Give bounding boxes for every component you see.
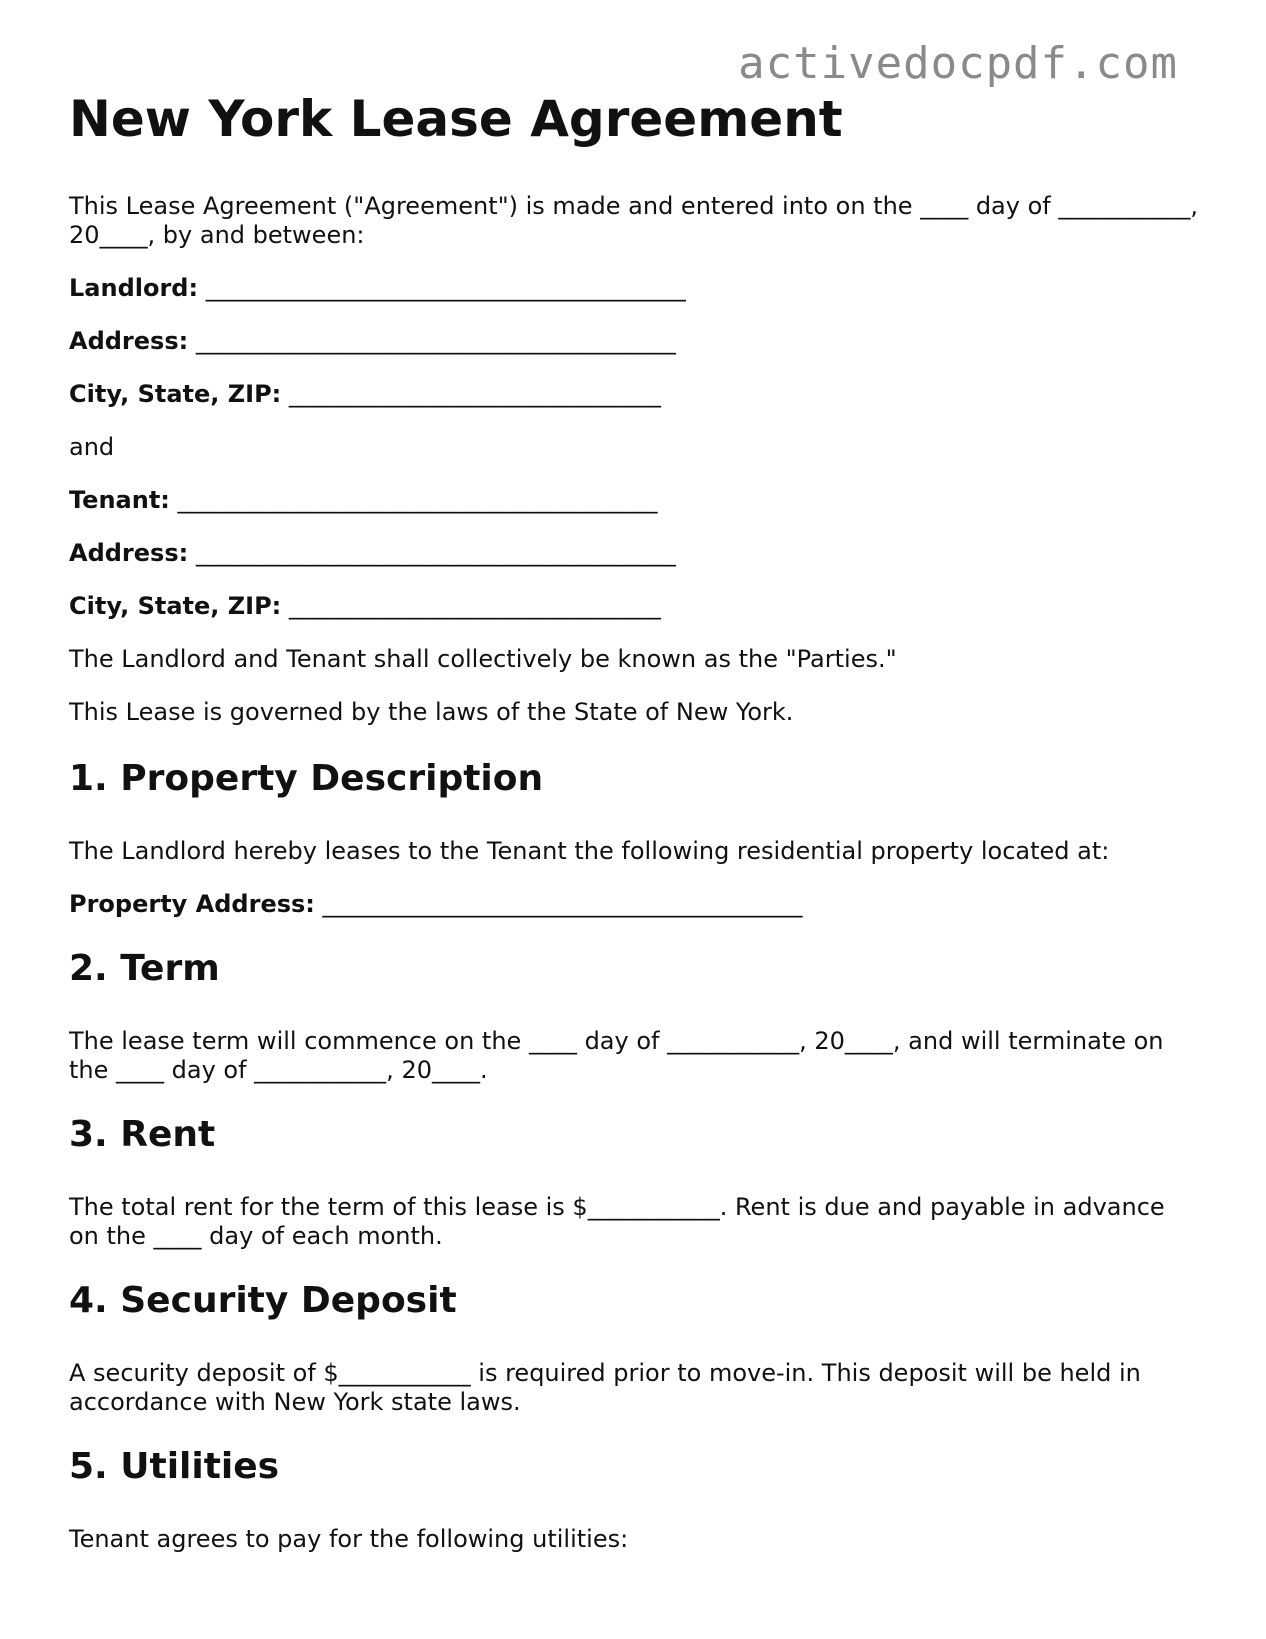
section-property-text: The Landlord hereby leases to the Tenant the following residential property located at: <box>69 837 1110 865</box>
landlord-city-field[interactable] <box>69 380 1199 409</box>
and-text: and <box>69 433 115 461</box>
landlord-name-label: Landlord: <box>69 274 199 302</box>
section-utilities-text: Tenant agrees to pay for the following utilities: <box>69 1525 629 1553</box>
tenant-city-label: City, State, ZIP: <box>69 592 282 620</box>
section-property-heading: 1. Property Description <box>69 758 544 799</box>
property-address-label: Property Address: <box>69 890 315 918</box>
tenant-name-label: Tenant: <box>69 486 170 514</box>
landlord-name-field[interactable] <box>69 274 1199 303</box>
section-term-heading: 2. Term <box>69 948 220 989</box>
tenant-address-field[interactable] <box>69 539 1199 568</box>
section-rent-text: The total rent for the term of this lease is $___________. Rent is due and payable in advance on the ____ day of each month. <box>69 1193 1165 1250</box>
property-address-blank[interactable]: ________________________________________ <box>322 890 803 918</box>
tenant-address-label: Address: <box>69 539 189 567</box>
governing-law-paragraph: This Lease is governed by the laws of the State of New York. <box>69 698 794 726</box>
landlord-address-label: Address: <box>69 327 189 355</box>
property-address-field[interactable] <box>69 890 1199 919</box>
landlord-city-blank[interactable]: _______________________________ <box>288 380 661 408</box>
section-term-text: The lease term will commence on the ____ day of ___________, 20____, and will terminate on the ____ day of ___________, 20____. <box>69 1027 1164 1084</box>
landlord-address-field[interactable] <box>69 327 1199 356</box>
landlord-name-blank[interactable]: ________________________________________ <box>205 274 686 302</box>
tenant-city-blank[interactable]: _______________________________ <box>288 592 661 620</box>
tenant-city-field[interactable] <box>69 592 1199 621</box>
landlord-address-blank[interactable]: ________________________________________ <box>195 327 676 355</box>
section-deposit-heading: 4. Security Deposit <box>69 1280 457 1321</box>
tenant-address-blank[interactable]: ________________________________________ <box>195 539 676 567</box>
watermark: activedocpdf.com <box>738 38 1178 89</box>
parties-paragraph: The Landlord and Tenant shall collectively be known as the "Parties." <box>69 645 897 673</box>
tenant-name-blank[interactable]: ________________________________________ <box>177 486 658 514</box>
section-deposit-text: A security deposit of $___________ is required prior to move-in. This deposit will be held in accordance with New York state laws. <box>69 1359 1141 1416</box>
section-utilities-heading: 5. Utilities <box>69 1446 280 1487</box>
document-title: New York Lease Agreement <box>69 90 843 148</box>
tenant-name-field[interactable] <box>69 486 1199 515</box>
landlord-city-label: City, State, ZIP: <box>69 380 282 408</box>
document-page <box>69 88 1199 1578</box>
intro-paragraph: This Lease Agreement ("Agreement") is made and entered into on the ____ day of ___________, 20____, by and between: <box>69 192 1198 249</box>
section-rent-heading: 3. Rent <box>69 1114 216 1155</box>
